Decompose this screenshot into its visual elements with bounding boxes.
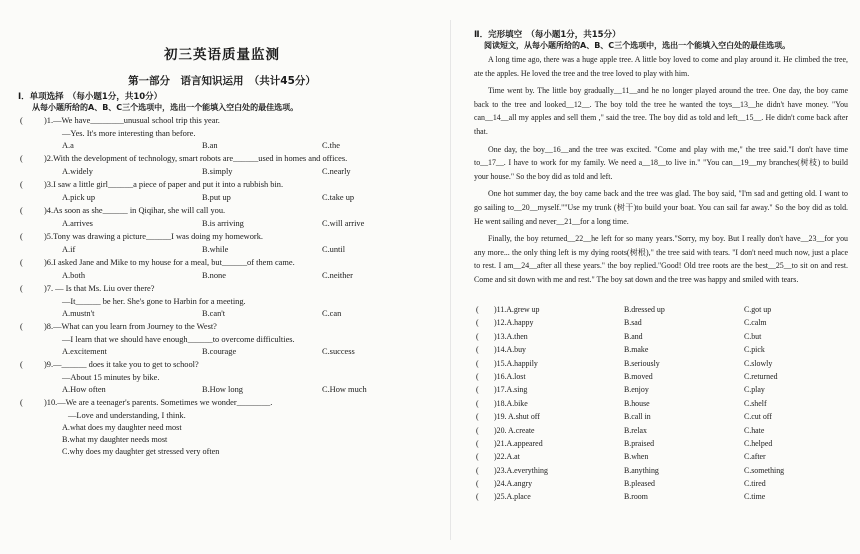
option-b[interactable]: B.when [624,452,649,462]
option-a[interactable]: A.How often [62,385,106,394]
option-c[interactable]: C.helped [744,438,773,448]
option-a[interactable]: A.a [62,141,74,150]
option-c[interactable]: C.time [744,492,766,502]
option-a[interactable]: A.arrives [62,219,93,228]
cloze-options [474,305,848,506]
cloze-row [474,345,848,358]
option-a[interactable]: A.if [62,245,76,254]
passage-paragraph: Time went by. The little boy gradually__11__and he no longer played around the tree. One day, the boy came back to the tree and looked__12__. The boy told the tree he wanted the toys__13__he didn't have money. "You can__14__all my apples and sell them ," said the tree. The boy did as told and left__15__. He didn't come back after that. [474,86,848,136]
question-block [18,322,426,360]
option-c[interactable]: C.something [744,465,785,475]
option-b[interactable]: B.put up [202,193,231,202]
answer-paren[interactable]: ( [20,322,23,331]
option-b[interactable]: B.anything [624,465,659,475]
option-c[interactable]: C.hate [744,425,765,435]
answer-paren[interactable]: ( [20,284,23,293]
passage-paragraph: One hot summer day, the boy came back and the tree was glad. The boy said, "I'm sad and getting old. I want to go sailing to__20__myself.""Use my trunk (树干)to build your boat. You can sail far away." So the boy did as told. He went sailing and never__21__for a long time. [474,189,848,226]
option-c[interactable]: C.got up [744,305,772,314]
option-b[interactable]: B.seriously [624,358,660,368]
passage-paragraph: One day, the boy__16__and the tree was excited. "Come and play with me," the tree said."I don't have time to__17__. I have to work for my family. We need a__18__to live in." "You can__19__my branches(树枝) to build your house." So the boy did as told and left. [474,144,848,181]
option-a[interactable]: )24.A.angry [494,479,533,489]
cloze-row [474,439,848,452]
option-b[interactable]: B.none [202,271,226,280]
answer-paren[interactable]: ( [20,180,23,189]
option-a[interactable]: )23.A.everything [494,465,548,475]
option-b[interactable]: B.pleased [624,479,655,489]
option-a[interactable]: )16.A.lost [494,371,526,381]
question-stem: )1.—We have________unusual school trip this year. [44,116,220,125]
option-b[interactable]: B.How long [202,385,243,394]
question-block [18,154,426,180]
section1-instruction: 从每小题所给的A、B、C三个选项中，选出一个能填入空白处的最佳选项。 [32,103,299,112]
answer-paren[interactable]: ( [476,465,479,475]
question-stem: )10.—We are a teenager's parents. Sometimes we wonder________. [44,398,273,407]
dialogue-line: —It______ be her. She's gone to Harbin for a meeting. [62,297,246,306]
cloze-row [474,479,848,492]
column-divider [450,20,451,540]
option-b[interactable]: B.moved [624,371,653,381]
passage-paragraph: A long time ago, there was a huge apple tree. A little boy loved to come and play around it. He climbed the tree, ate the apples. He loved the tree and the tree loved to play with him. [474,55,848,78]
question-stem: )5.Tony was drawing a picture______I was doing my homework. [44,232,263,241]
option-b[interactable]: B.make [624,345,649,355]
option-c[interactable]: C.calm [744,318,767,328]
question-stem: )2.With the development of technology, smart robots are______used in homes and offices. [44,154,348,163]
option-b[interactable]: B.is arriving [202,219,244,228]
option-b[interactable]: B.courage [202,347,237,356]
question-block [18,232,426,258]
option-c[interactable]: C.returned [744,371,778,381]
cloze-row [474,426,848,439]
section2-instruction: 阅读短文，从每小题所给的A、B、C三个选项中，选出一个能填入空白处的最佳选项。 [484,41,791,50]
option-a[interactable]: A.what does my daughter need most [62,423,182,432]
option-c[interactable]: C.How much [322,385,367,394]
section2-heading: Ⅱ．完形填空 （每小题1分，共15分） [474,30,621,40]
option-c[interactable]: C.take up [322,193,355,202]
passage-paragraph: Finally, the boy returned__22__he left for so many years."Sorry, my boy. But I really don't have__23__for you any more... the only thing left is my dying roots(树根)," the tree said with tears. "I don't need much now, just a place to rest. I am__24__after all these years." the boy replied."Good! Old tree roots are the best__25__to sit on and rest. Come and sit down with me and rest." The boy sat down and the tree was happy and smiled with tears. [474,234,848,284]
answer-paren[interactable]: ( [476,371,479,381]
answer-paren[interactable]: ( [20,258,23,267]
answer-paren[interactable]: ( [476,331,479,341]
option-c[interactable]: C.shelf [744,398,767,408]
option-a[interactable]: )14.A.buy [494,345,526,355]
option-c[interactable]: C.will arrive [322,219,365,228]
cloze-row [474,452,848,465]
answer-paren[interactable]: ( [476,438,479,448]
cloze-passage [474,53,848,291]
cloze-row [474,492,848,505]
mcq-list [18,116,426,459]
option-b[interactable]: B.dressed up [624,305,665,314]
answer-paren[interactable]: ( [20,398,23,407]
cloze-row [474,399,848,412]
option-c[interactable]: C.success [322,347,355,356]
question-block [18,258,426,284]
option-a[interactable]: )11.A.grew up [494,305,540,314]
dialogue-line: —Yes. It's more interesting than before. [62,129,196,138]
option-c[interactable]: C.but [744,331,762,341]
option-b[interactable]: B.sad [624,318,642,328]
option-b[interactable]: B.and [624,331,643,341]
dialogue-line: —I learn that we should have enough______to overcome difficulties. [62,335,295,344]
cloze-row [474,466,848,479]
question-block [18,398,426,459]
option-a[interactable]: )20. A.create [494,425,535,435]
option-a[interactable]: A.excitement [62,347,107,356]
dialogue-line: —Love and understanding, I think. [68,411,186,420]
option-b[interactable]: B.room [624,492,648,502]
answer-paren[interactable]: ( [476,492,479,502]
option-a[interactable]: )17.A.sing [494,385,528,395]
answer-paren[interactable]: ( [476,385,479,395]
section1-heading: Ⅰ．单项选择 （每小题1分，共10分） [18,92,163,102]
cloze-row [474,385,848,398]
answer-paren[interactable]: ( [476,305,479,314]
part-title: 第一部分 语言知识运用 （共计45分） [128,75,316,87]
question-block [18,180,426,206]
cloze-row [474,318,848,331]
cloze-row [474,372,848,385]
option-a[interactable]: )12.A.happy [494,318,534,328]
option-b[interactable]: B.can't [202,309,226,318]
option-b[interactable]: B.praised [624,438,655,448]
option-a[interactable]: )22.A.at [494,452,520,462]
option-c[interactable]: C.can [322,309,342,318]
answer-paren[interactable]: ( [476,318,479,328]
option-a[interactable]: A.pick up [62,193,96,202]
option-c[interactable]: C.until [322,245,346,254]
exam-title: 初三英语质量监测 [164,47,280,63]
option-a[interactable]: )13.A.then [494,331,528,341]
cloze-row [474,305,848,318]
option-c[interactable]: C.play [744,385,765,395]
question-stem: )6.I asked Jane and Mike to my house for a meal, but______of them came. [44,258,295,267]
question-block [18,284,426,322]
answer-paren[interactable]: ( [20,116,23,125]
question-stem: )8.—What can you learn from Journey to the West? [44,322,217,331]
option-a[interactable]: )15.A.happily [494,358,538,368]
question-stem: )7. — Is that Ms. Liu over there? [44,284,155,293]
question-block [18,206,426,232]
option-c[interactable]: C.nearly [322,167,351,176]
option-a[interactable]: A.mustn't [62,309,95,318]
question-stem: )4.As soon as she______ in Qiqihar, she will call you. [44,206,226,215]
option-b[interactable]: B.an [202,141,218,150]
option-c[interactable]: C.pick [744,345,765,355]
option-c[interactable]: C.tired [744,479,766,489]
option-b[interactable]: B.what my daughter needs most [62,435,168,444]
cloze-row [474,412,848,425]
option-a[interactable]: )25.A.place [494,492,531,502]
right-column [474,0,848,554]
answer-paren[interactable]: ( [476,398,479,408]
left-column [18,0,426,554]
option-a[interactable]: )19. A.shut off [494,412,540,422]
cloze-row [474,332,848,345]
option-b[interactable]: B.relax [624,425,648,435]
answer-paren[interactable]: ( [476,358,479,368]
answer-paren[interactable]: ( [476,345,479,355]
question-block [18,360,426,398]
answer-paren[interactable]: ( [476,425,479,435]
answer-paren[interactable]: ( [20,232,23,241]
option-b[interactable]: B.call in [624,412,651,422]
option-c[interactable]: C.cut off [744,412,772,422]
answer-paren[interactable]: ( [476,412,479,422]
option-c[interactable]: C.the [322,141,340,150]
option-c[interactable]: C.why does my daughter get stressed very often [62,447,220,456]
question-block [18,116,426,154]
option-b[interactable]: B.simply [202,167,233,176]
option-c[interactable]: C.neither [322,271,353,280]
option-a[interactable]: A.both [62,271,86,280]
option-a[interactable]: )18.A.bike [494,398,528,408]
option-c[interactable]: C.after [744,452,766,462]
cloze-row [474,359,848,372]
option-b[interactable]: B.while [202,245,229,254]
option-b[interactable]: B.enjoy [624,385,649,395]
answer-paren[interactable]: ( [20,360,23,369]
answer-paren[interactable]: ( [20,206,23,215]
dialogue-line: —About 15 minutes by bike. [62,373,160,382]
answer-paren[interactable]: ( [20,154,23,163]
option-a[interactable]: )21.A.appeared [494,438,543,448]
answer-paren[interactable]: ( [476,452,479,462]
option-c[interactable]: C.slowly [744,358,773,368]
answer-paren[interactable]: ( [476,479,479,489]
question-stem: )3.I saw a little girl______a piece of paper and put it into a rubbish bin. [44,180,284,189]
option-b[interactable]: B.house [624,398,650,408]
question-stem: )9.—______ does it take you to get to school? [44,360,199,369]
option-a[interactable]: A.widely [62,167,93,176]
